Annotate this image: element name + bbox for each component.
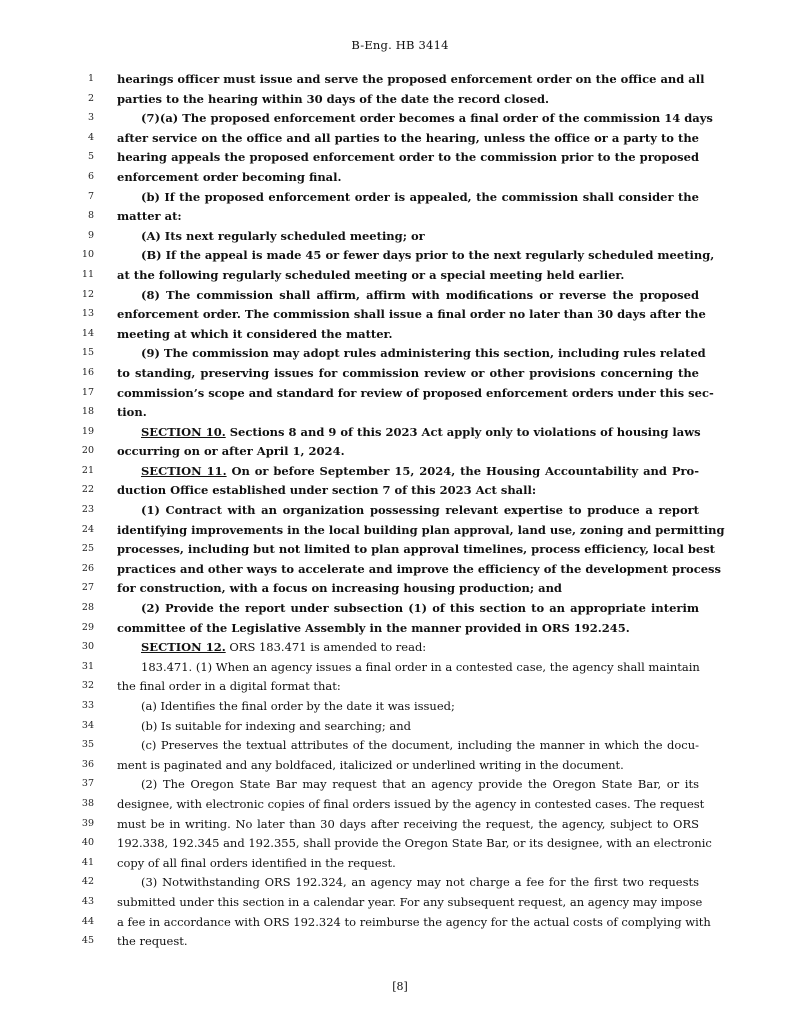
line-number: 4: [87, 131, 94, 143]
line-number: 21: [81, 464, 94, 476]
text-line: [0, 775, 800, 795]
line-text: (1) Contract with an organization possessing relevant expertise to produce a report: [141, 503, 699, 518]
text-line: [0, 795, 800, 815]
line-number: 42: [81, 876, 94, 888]
text-line: [0, 854, 800, 874]
line-number: 23: [81, 504, 94, 516]
text-line: [0, 109, 800, 129]
line-text: at the following regularly scheduled meeting or a special meeting held earlier.: [117, 267, 625, 282]
text-line: [0, 873, 800, 893]
line-text: meeting at which it considered the matter.: [117, 326, 393, 341]
text-line: [0, 423, 800, 443]
line-text: (c) Preserves the textual attributes of the document, including the manner in which the docu-: [141, 738, 699, 753]
line-number: 24: [81, 523, 94, 535]
line-number: 25: [81, 543, 94, 555]
line-text: practices and other ways to accelerate and improve the efficiency of the development process: [117, 561, 721, 576]
line-number: 15: [81, 347, 94, 359]
line-number: 5: [87, 151, 94, 163]
section-heading: SECTION 10.: [141, 424, 226, 439]
text-line: [0, 207, 800, 227]
line-number: 35: [81, 739, 94, 751]
line-text: duction Office established under section 7 of this 2023 Act shall:: [117, 483, 537, 498]
line-number: 22: [81, 484, 94, 496]
line-number: 11: [81, 268, 94, 280]
text-line: [0, 129, 800, 149]
text-line: [0, 677, 800, 697]
line-text: occurring on or after April 1, 2024.: [117, 444, 345, 459]
line-number: 7: [87, 190, 94, 202]
line-text: enforcement order. The commission shall issue a final order no later than 30 days after the: [117, 307, 706, 322]
line-text: (b) Is suitable for indexing and searching; and: [141, 718, 412, 733]
section-text: Sections 8 and 9 of this 2023 Act apply only to violations of housing laws: [225, 424, 701, 439]
line-text: parties to the hearing within 30 days of the date the record closed.: [117, 91, 550, 106]
line-number: 39: [81, 817, 94, 829]
line-number: 41: [81, 856, 94, 868]
text-line: [0, 599, 800, 619]
text-line: [0, 286, 800, 306]
line-text: the final order in a digital format that:: [117, 679, 341, 694]
line-text: [141, 463, 699, 480]
text-line: [0, 90, 800, 110]
text-line: [0, 246, 800, 266]
section-text: On or before September 15, 2024, the Housing Accountability and Pro-: [226, 463, 699, 478]
page-header: B-Eng. HB 3414: [351, 38, 449, 52]
line-number: 1: [87, 73, 94, 84]
line-text: hearings officer must issue and serve the proposed enforcement order on the office and all: [117, 72, 705, 86]
line-text: (8) The commission shall affirm, affirm with modifications or reverse the proposed: [141, 287, 699, 302]
text-line: [0, 736, 800, 756]
text-line: [0, 697, 800, 717]
text-line: [0, 638, 800, 658]
line-number: 33: [81, 700, 94, 711]
text-line: [0, 521, 800, 541]
line-number: 16: [81, 366, 94, 378]
text-line: [0, 266, 800, 286]
line-number: 31: [81, 660, 94, 672]
line-text: tion.: [117, 405, 147, 420]
text-line: [0, 815, 800, 835]
line-text: for construction, with a focus on increasing housing production; and: [117, 581, 562, 596]
line-number: 37: [81, 778, 94, 790]
text-line: [0, 501, 800, 521]
line-text: must be in writing. No later than 30 days after receiving the request, the agency, subject to ORS: [117, 816, 699, 831]
text-line: [0, 658, 800, 678]
text-line: [0, 560, 800, 580]
line-number: 2: [87, 92, 94, 104]
line-text: [141, 639, 699, 656]
text-line: [0, 227, 800, 247]
line-text: commission’s scope and standard for review of proposed enforcement orders under this sec-: [117, 385, 714, 400]
line-number: 17: [81, 386, 94, 398]
text-line: [0, 70, 800, 90]
line-text: a fee in accordance with ORS 192.324 to reimburse the agency for the actual costs of complying with: [117, 914, 711, 929]
line-number: 19: [81, 425, 94, 437]
line-number: 27: [81, 582, 94, 594]
line-number: 6: [87, 170, 94, 182]
section-text: ORS 183.471 is amended to read:: [225, 640, 427, 655]
text-line: [0, 481, 800, 501]
text-line: [0, 305, 800, 325]
text-line: [0, 384, 800, 404]
text-line: [0, 834, 800, 854]
page-number: [8]: [392, 980, 408, 993]
text-line: [0, 188, 800, 208]
line-number: 32: [81, 680, 94, 692]
text-line: [0, 717, 800, 737]
line-text: matter at:: [117, 209, 182, 224]
line-text: (b) If the proposed enforcement order is appealed, the commission shall consider the: [141, 189, 699, 204]
line-text: (7)(a) The proposed enforcement order becomes a final order of the commission 14 days: [141, 111, 713, 126]
text-line: [0, 344, 800, 364]
line-text: (2) Provide the report under subsection (1) of this section to an appropriate interim: [141, 601, 699, 616]
text-line: [0, 913, 800, 933]
line-text: submitted under this section in a calendar year. For any subsequent request, an agency may impose: [117, 894, 703, 909]
bill-text: [0, 70, 800, 952]
text-line: [0, 325, 800, 345]
text-line: [0, 403, 800, 423]
line-number: 20: [81, 445, 94, 457]
line-text: to standing, preserving issues for commission review or other provisions concerning the: [117, 365, 699, 380]
line-number: 8: [87, 210, 94, 222]
line-number: 3: [87, 112, 94, 124]
line-text: after service on the office and all parties to the hearing, unless the office or a party to the: [117, 130, 699, 145]
section-heading: SECTION 11.: [141, 463, 227, 478]
line-text: (A) Its next regularly scheduled meeting; or: [141, 228, 425, 243]
line-number: 38: [81, 797, 94, 809]
line-number: 36: [81, 758, 94, 770]
line-number: 12: [81, 288, 94, 300]
line-text: the request.: [117, 934, 188, 949]
line-text: (3) Notwithstanding ORS 192.324, an agency may not charge a fee for the first two requests: [141, 875, 699, 890]
line-number: 14: [81, 327, 94, 339]
section-heading: SECTION 12.: [141, 640, 226, 655]
text-line: [0, 148, 800, 168]
text-line: [0, 168, 800, 188]
line-text: processes, including but not limited to plan approval timelines, process efficiency, local best: [117, 542, 715, 557]
text-line: [0, 364, 800, 384]
text-line: [0, 540, 800, 560]
text-line: [0, 756, 800, 776]
line-text: hearing appeals the proposed enforcement order to the commission prior to the proposed: [117, 150, 699, 165]
line-text: 183.471. (1) When an agency issues a final order in a contested case, the agency shall maintain: [141, 659, 700, 674]
line-text: identifying improvements in the local building plan approval, land use, zoning and permitting: [117, 522, 725, 537]
line-number: 18: [81, 406, 94, 418]
line-text: (9) The commission may adopt rules administering this section, including rules related: [141, 346, 706, 361]
line-text: (2) The Oregon State Bar may request that an agency provide the Oregon State Bar, or its: [141, 777, 699, 792]
line-number: 26: [81, 562, 94, 574]
line-text: enforcement order becoming final.: [117, 169, 342, 184]
line-number: 45: [81, 935, 94, 947]
line-number: 10: [81, 249, 94, 261]
line-number: 43: [81, 895, 94, 907]
line-text: (B) If the appeal is made 45 or fewer days prior to the next regularly scheduled meeting,: [141, 248, 715, 263]
text-line: [0, 932, 800, 952]
line-text: 192.338, 192.345 and 192.355, shall provide the Oregon State Bar, or its designee, with an electronic: [117, 836, 712, 851]
line-number: 28: [81, 602, 94, 614]
text-line: [0, 619, 800, 639]
line-number: 9: [87, 229, 94, 241]
text-line: [0, 579, 800, 599]
line-number: 34: [81, 719, 94, 731]
line-number: 13: [81, 308, 94, 320]
line-text: [141, 424, 699, 441]
line-text: ment is paginated and any boldfaced, italicized or underlined writing in the document.: [117, 757, 624, 772]
line-text: committee of the Legislative Assembly in the manner provided in ORS 192.245.: [117, 620, 630, 635]
line-number: 44: [81, 915, 94, 927]
line-text: (a) Identifies the final order by the date it was issued;: [141, 699, 455, 713]
line-number: 29: [81, 621, 94, 633]
line-number: 30: [81, 641, 94, 653]
text-line: [0, 462, 800, 482]
text-line: [0, 893, 800, 913]
line-text: designee, with electronic copies of final orders issued by the agency in contested cases. The request: [117, 796, 705, 811]
text-line: [0, 442, 800, 462]
line-number: 40: [81, 837, 94, 849]
line-text: copy of all final orders identified in the request.: [117, 855, 396, 870]
